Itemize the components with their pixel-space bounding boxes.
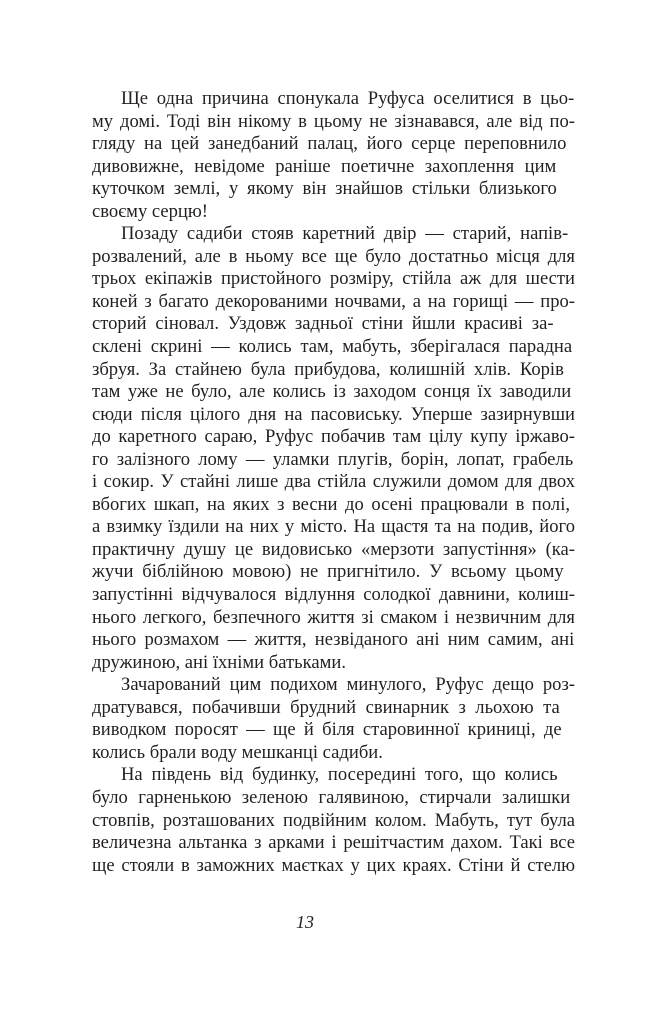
text-line: було гарненькою зеленою галявиною, стирчали залишки bbox=[92, 786, 571, 808]
text-line: Позаду садиби стояв каретний двір — старий, напів- bbox=[121, 223, 569, 245]
text-line: стовпів, розташованих подвійним колом. Мабуть, тут була bbox=[92, 809, 575, 831]
text-line: виводком поросят — ще й біля старовинної криниці, де bbox=[92, 719, 562, 741]
paragraph-1 bbox=[63, 88, 575, 223]
text-line: дивовижне, невідоме раніше поетичне захоплення цим bbox=[92, 155, 557, 177]
text-line: дратувався, побачивши брудний свинарник з льохою та bbox=[92, 696, 560, 718]
text-line: величезна альтанка з арками і решітчастим дахом. Такі все bbox=[92, 832, 575, 854]
text-line: На південь від будинку, посередині того, що колись bbox=[121, 764, 558, 786]
body-text bbox=[63, 88, 575, 877]
text-line: трьох екіпажів пристойного розміру, стійла аж для шести bbox=[92, 268, 575, 290]
text-line: розвалений, але в ньому все ще було достатньо місця для bbox=[92, 245, 575, 267]
text-line: збруя. За стайнею була прибудова, колишній хлів. Корів bbox=[92, 358, 564, 380]
text-line: і сокир. У стайні лише два стійла служили домом для двох bbox=[92, 471, 575, 493]
paragraph-4 bbox=[63, 764, 575, 877]
text-line: сторий сіновал. Уздовж задньої стіни йшли красиві за- bbox=[92, 313, 554, 335]
paragraph-2 bbox=[63, 223, 575, 674]
text-line: своєму серцю! bbox=[92, 200, 208, 222]
text-line: нього легкого, безпечного життя зі смаком і незвичним для bbox=[92, 606, 575, 628]
text-line: сюди після цілого дня на пасовиську. Уперше зазирнувши bbox=[92, 403, 575, 425]
paragraph-3 bbox=[63, 674, 575, 764]
text-line: коней з багато декорованими ночвами, а на горищі — про- bbox=[92, 290, 575, 312]
text-line: дружиною, ані їхніми батьками. bbox=[92, 651, 346, 673]
page-number: 13 bbox=[296, 912, 314, 932]
text-line: гляду на цей занедбаний палац, його серце переповнило bbox=[92, 133, 567, 155]
text-line: вбогих шкап, на яких з весни до осені працювали в полі, bbox=[92, 493, 571, 515]
text-line: практичну душу це видовисько «мерзоти запустіння» (ка- bbox=[92, 538, 575, 560]
text-line: склені скрині — колись там, мабуть, зберігалася парадна bbox=[92, 336, 573, 358]
text-line: запустінні відчувалося відлуння солодкої давнини, колиш- bbox=[92, 584, 575, 606]
text-line: му домі. Тоді він нікому в цьому не зізнавався, але від по- bbox=[92, 110, 575, 132]
text-line: ще стояли в заможних маєтках у цих краях. Стіни й стелю bbox=[92, 854, 575, 876]
text-line: го залізного лому — уламки плугів, борін, лопат, грабель bbox=[92, 448, 574, 470]
text-line: жучи біблійною мовою) не пригнітило. У всьому цьому bbox=[92, 561, 564, 583]
text-line: там уже не було, але колись із заходом сонця їх заводили bbox=[92, 381, 572, 403]
text-line: колись брали воду мешканці садиби. bbox=[92, 741, 383, 763]
text-line: куточком землі, у якому він знайшов стільки близького bbox=[92, 178, 557, 200]
text-line: а взимку їздили на них у місто. На щастя та на подив, його bbox=[92, 516, 575, 538]
text-line: Ще одна причина спонукала Руфуса оселитися в цьо- bbox=[121, 88, 575, 109]
text-line: Зачарований цим подихом минулого, Руфус дещо роз- bbox=[121, 674, 575, 696]
text-line: до каретного сараю, Руфус побачив там цілу купу іржаво- bbox=[92, 426, 575, 448]
text-line: нього розмахом — життя, незвіданого ані ним самим, ані bbox=[92, 629, 575, 651]
